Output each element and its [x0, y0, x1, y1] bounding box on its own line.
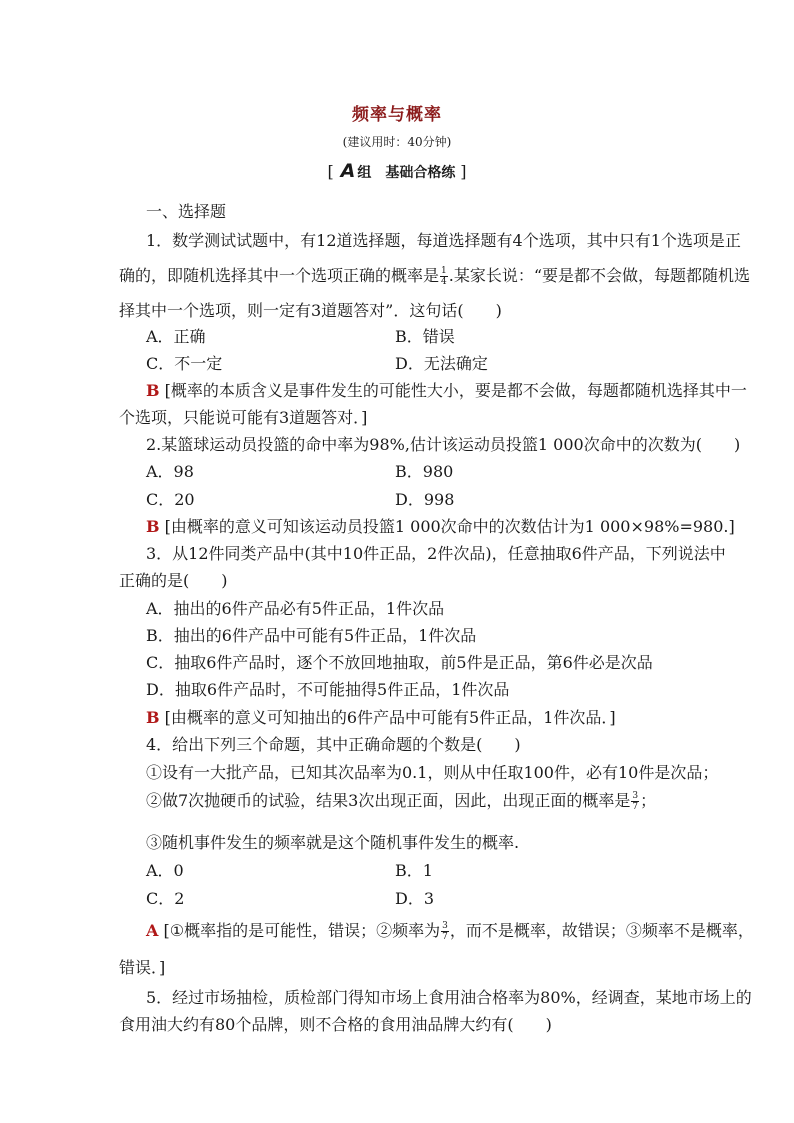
section-heading: 一、选择题: [146, 202, 227, 221]
q4-option-b: B．1: [395, 861, 433, 880]
q1-option-b: B．错误: [395, 327, 455, 346]
q3-option-d: D．抽取6件产品时，不可能抽得5件正品，1件次品: [146, 680, 510, 699]
q4-answer-line-2: 错误．]: [119, 958, 166, 977]
q1-option-a: A．正确: [146, 327, 206, 346]
time-suggestion: (建议用时：40分钟): [342, 135, 452, 149]
q2-option-d: D．998: [395, 490, 455, 509]
q4-statement-2: [146, 788, 656, 812]
group-heading: [0, 160, 794, 182]
page-title: 频率与概率: [352, 105, 442, 125]
q1-line-2b: .某家长说：“要是都不会做，每题都随机选: [448, 266, 751, 285]
q4-ans-frac-den: 7: [442, 932, 448, 942]
q2-answer: [146, 514, 735, 537]
q1-option-d: D．无法确定: [395, 354, 488, 373]
q4-answer-fraction: [441, 921, 449, 942]
q1-line-3: 择其中一个选项，则一定有3道题答对”．这句话( ): [119, 301, 502, 320]
q4-answer-text-b: ，而不是概率，故错误；③频率不是概率，: [449, 921, 754, 940]
q4-s2-frac-num: 3: [632, 791, 639, 801]
q1-frac-den: 4: [441, 277, 447, 287]
q4-option-d: D．3: [395, 889, 435, 908]
q4-answer: [146, 918, 754, 942]
q1-option-c: C．不一定: [146, 354, 223, 373]
q4-ans-frac-num: 3: [442, 921, 448, 931]
q3-answer-letter: B: [146, 708, 160, 727]
q3-option-c: C．抽取6件产品时，逐个不放回地抽取，前5件是正品，第6件必是次品: [146, 653, 653, 672]
q2-answer-letter: B: [146, 517, 160, 536]
q3-line-1: 3．从12件同类产品中(其中10件正品，2件次品)，任意抽取6件产品，下列说法中: [146, 544, 726, 563]
q3-line-2: 正确的是( ): [119, 571, 228, 590]
q4-option-c: C．2: [146, 889, 185, 908]
group-bracket-close: ]: [460, 162, 467, 181]
group-label: 组 基础合格练: [357, 165, 456, 181]
q2-option-c: C．20: [146, 490, 195, 509]
q4-statement-2a: ②做7次抛硬币的试验，结果3次出现正面，因此，出现正面的概率是: [146, 791, 631, 810]
q3-option-a: A．抽出的6件产品必有5件正品，1件次品: [146, 599, 445, 618]
q4-answer-letter: A: [146, 921, 159, 940]
q4-option-a: A．0: [146, 861, 184, 880]
q4-statement-2-fraction: [631, 791, 639, 812]
q4-statement-2b: ；: [640, 791, 657, 810]
q1-answer-letter: B: [146, 381, 160, 400]
q1-frac-num: 1: [441, 266, 447, 276]
q2-line-1: 2.某篮球运动员投篮的命中率为98%,估计该运动员投篮1 000次命中的次数为( ): [146, 435, 741, 454]
q1-answer: [146, 378, 747, 401]
q4-answer-text-a: [①概率指的是可能性，错误；②频率为: [163, 921, 441, 940]
q3-answer-text: [由概率的意义可知抽出的6件产品中可能有5件正品，1件次品．]: [164, 708, 616, 727]
q2-option-a: A．98: [146, 462, 194, 481]
q1-line-2a: 确的，即随机选择其中一个选项正确的概率是: [119, 266, 440, 285]
q1-fraction: [440, 266, 448, 287]
q2-answer-text: [由概率的意义可知该运动员投篮1 000次命中的次数估计为1 000×98%=980.]: [164, 517, 735, 536]
q5-line-1: 5．经过市场抽检，质检部门得知市场上食用油合格率为80%，经调查，某地市场上的: [146, 988, 752, 1007]
q3-option-b: B．抽出的6件产品中可能有5件正品，1件次品: [146, 626, 477, 645]
q1-line-1: 1．数学测试试题中，有12道选择题，每道选择题有4个选项，其中只有1个选项是正: [146, 231, 741, 250]
q4-statement-1: ①设有一大批产品，已知其次品率为0.1，则从中任取100件，必有10件是次品；: [146, 763, 719, 782]
q4-statement-3: ③随机事件发生的频率就是这个随机事件发生的概率.: [146, 833, 520, 852]
q3-answer: [146, 705, 616, 728]
q5-line-2: 食用油大约有80个品牌，则不合格的食用油品牌大约有( ): [119, 1015, 552, 1034]
q1-line-2: [119, 263, 750, 287]
q1-answer-text: [概率的本质含义是事件发生的可能性大小，要是都不会做，每题都随机选择其中一: [164, 381, 747, 400]
group-letter: A: [340, 160, 356, 182]
q1-answer-line-2: 个选项，只能说可能有3道题答对．]: [119, 408, 368, 427]
group-bracket-open: [: [327, 162, 334, 181]
q4-s2-frac-den: 7: [632, 802, 639, 812]
q2-option-b: B．980: [395, 462, 454, 481]
q4-line-1: 4．给出下列三个命题，其中正确命题的个数是( ): [146, 735, 521, 754]
